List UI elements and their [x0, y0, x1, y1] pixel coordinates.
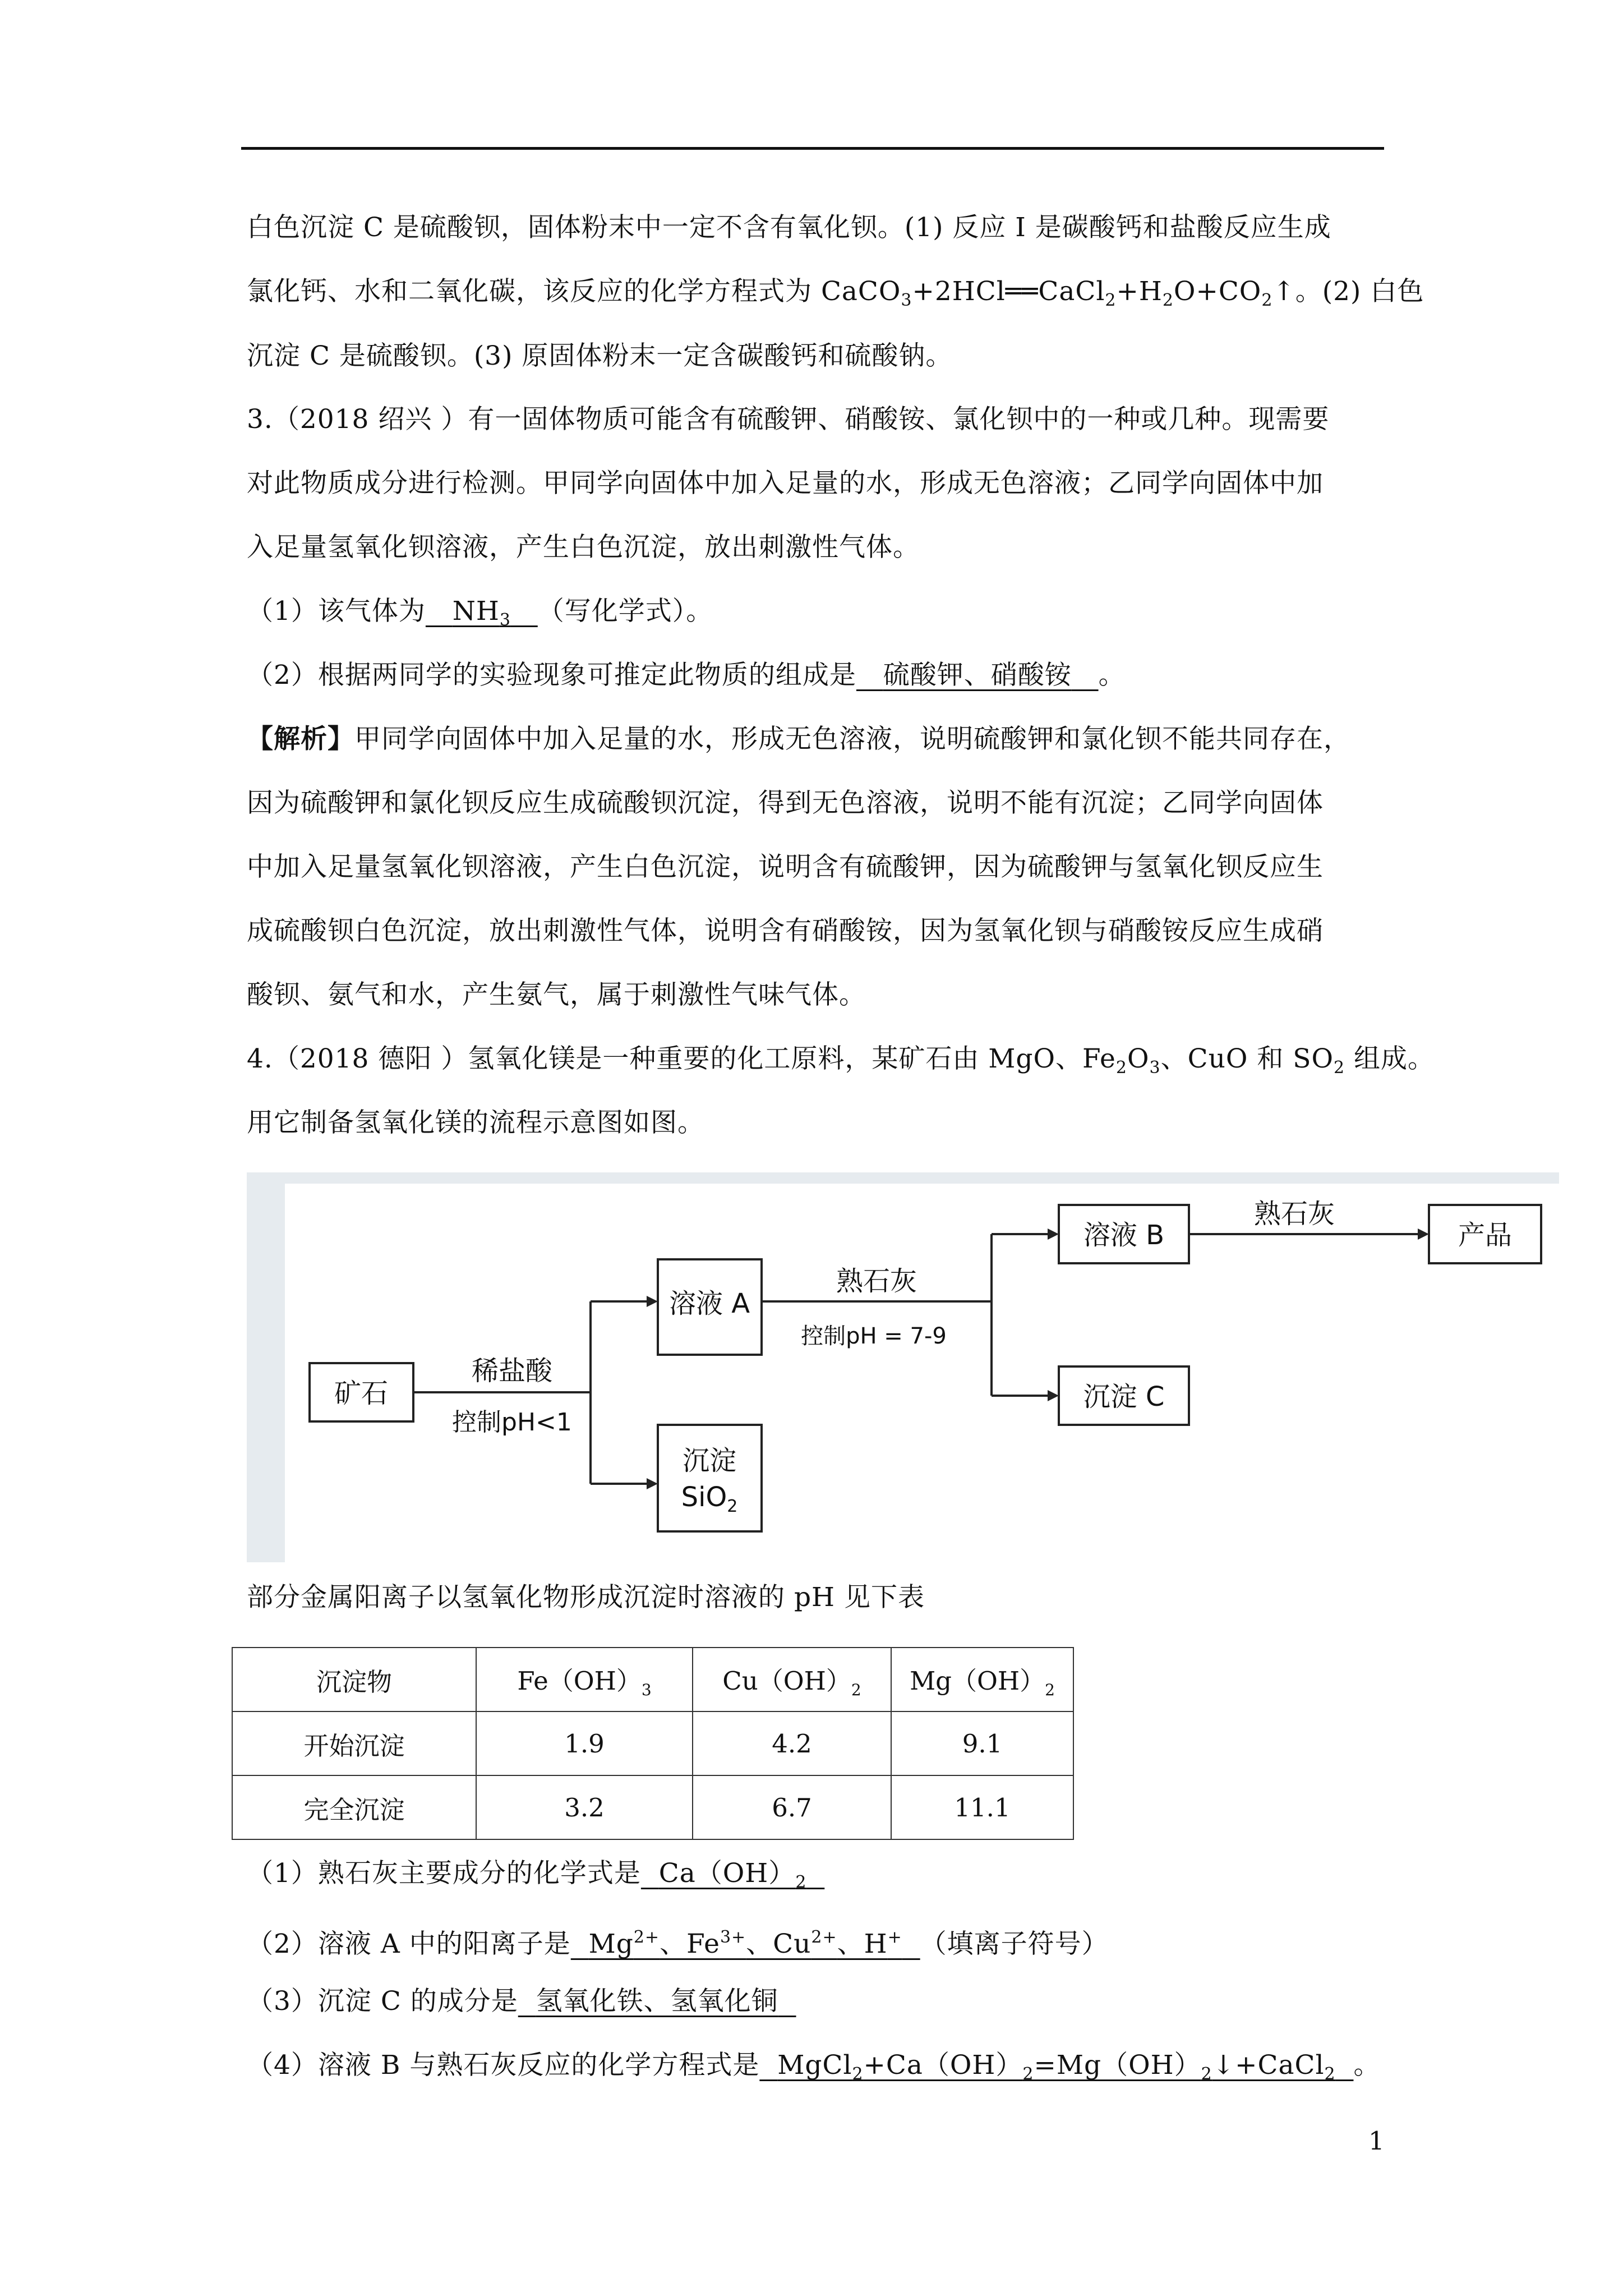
q3-analysis-line-1: 【解析】甲同学向固体中加入足量的水，形成无色溶液，说明硫酸钾和氯化钡不能共同存在，: [247, 724, 1350, 754]
q4-answer-3: 氢氧化铁、氢氧化铜: [536, 1986, 778, 2017]
table-cell: 3.2: [476, 1775, 693, 1839]
prev-answer-line-2: 氯化钙、水和二氧化碳，该反应的化学方程式为 $CaCO_3+2HCl══CaCl_2+H_2O+CO_2↑$。(2) 白色: [247, 276, 1424, 310]
table-header-cell: 沉淀物: [232, 1648, 476, 1711]
arrow-to-precipitate-c: [1048, 1390, 1059, 1401]
q3-analysis-line-2: 因为硫酸钾和氯化钡反应生成硫酸钡沉淀，得到无色溶液，说明不能有沉淀；乙同学向固体: [247, 788, 1324, 818]
page-number: 1: [1368, 2126, 1385, 2156]
prev-answer-line-3: 沉淀 C 是硫酸钡。(3) 原固体粉末一定含碳酸钙和硫酸钠。: [247, 341, 953, 371]
slaked-lime-label-1: 熟石灰: [836, 1266, 917, 1297]
q4-sub-question-3: （3）沉淀 C 的成分是 氢氧化铁、氢氧化铜: [247, 1985, 796, 2018]
arrow-to-product: [1418, 1228, 1429, 1240]
table-cell: 1.9: [476, 1711, 693, 1775]
flowchart: [285, 1184, 1559, 1562]
q3-sub-question-1: （1）该气体为 $NH_3$ （写化学式）。: [247, 596, 713, 630]
q3-answer-2: 硫酸钾、硝酸铵: [883, 660, 1072, 691]
q4-answer-4: $MgCl_2+Ca(OH)_2=Mg(OH)_2↓+CaCl_2$: [777, 2050, 1336, 2084]
ph-lt-1-label: 控制pH<1: [452, 1408, 572, 1437]
table-caption: 部分金属阳离子以氢氧化物形成沉淀时溶液的 pH 见下表: [247, 1582, 925, 1613]
table-cell: 9.1: [891, 1711, 1073, 1775]
table-header-row: [232, 1648, 1073, 1711]
q3-analysis-line-5: 酸钡、氨气和水，产生氨气，属于刺激性气味气体。: [247, 979, 866, 1010]
prev-answer-line-1: 白色沉淀 C 是硫酸钡，固体粉末中一定不含有氧化钡。(1) 反应 I 是碳酸钙和盐酸反应生成: [247, 212, 1331, 243]
table-cell: 6.7: [693, 1775, 891, 1839]
precipitate-c-label: 沉淀 C: [1083, 1381, 1165, 1412]
arrow-to-solution-a: [647, 1296, 658, 1307]
arrow-to-sio2: [647, 1478, 658, 1489]
table-cell: 11.1: [891, 1775, 1073, 1839]
q4-sub-question-1: （1）熟石灰主要成分的化学式是 $Ca(OH)_2$: [247, 1857, 824, 1899]
q4-stem-line-2: 用它制备氢氧化镁的流程示意图如图。: [247, 1107, 704, 1138]
arrow-to-solution-b: [1048, 1228, 1059, 1240]
table-cell: 开始沉淀: [232, 1711, 476, 1775]
q4-stem-line-1: 4.（2018 德阳 ）氢氧化镁是一种重要的化工原料，某矿石由 MgO、$Fe_2O_3$、CuO 和 $SO_2$ 组成。: [247, 1043, 1435, 1078]
solution-a-label: 溶液 A: [668, 1288, 750, 1319]
precipitate-sio2-box: [658, 1425, 762, 1531]
table-cell: 4.2: [693, 1711, 891, 1775]
table-header-cell: $Mg(OH)_2$: [891, 1648, 1073, 1711]
q4-sub-question-4: （4）溶液 B 与熟石灰反应的化学方程式是 $MgCl_2+Ca(OH)_2=Mg(OH)_2↓+CaCl_2$ 。: [247, 2050, 1381, 2084]
q4-sub-question-2: （2）溶液 A 中的阳离子是 $Mg^{2+}$、$Fe^{3+}$、$Cu^{2+}$、H+ （填离子符号）: [247, 1927, 1109, 1959]
ore-label: 矿石: [334, 1378, 389, 1409]
ph-7-9-label: 控制pH = 7-9: [801, 1323, 947, 1349]
slaked-lime-label-2: 熟石灰: [1253, 1198, 1335, 1230]
q3-stem-line-3: 入足量氢氧化钡溶液，产生白色沉淀，放出刺激性气体。: [247, 532, 920, 563]
table-row: [232, 1775, 1073, 1839]
q3-stem-line-1: 3.（2018 绍兴 ）有一固体物质可能含有硫酸钾、硝酸铵、氯化钡中的一种或几种。现需要: [247, 404, 1330, 435]
product-label: 产品: [1458, 1220, 1513, 1251]
table-header-cell: $Fe(OH)_3$: [476, 1648, 693, 1711]
dilute-hcl-label: 稀盐酸: [471, 1355, 553, 1387]
q3-sub-question-2: （2）根据两同学的实验现象可推定此物质的组成是 硫酸钾、硝酸铵 。: [247, 660, 1126, 691]
header-rule: [241, 147, 1384, 150]
ph-table: [232, 1647, 1074, 1840]
sio2-label-2: SiO$_2$: [681, 1481, 738, 1516]
table-header-cell: $Cu(OH)_2$: [693, 1648, 891, 1711]
solution-b-label: 溶液 B: [1083, 1220, 1165, 1251]
q3-analysis-line-3: 中加入足量氢氧化钡溶液，产生白色沉淀，说明含有硫酸钾，因为硫酸钾与氢氧化钡反应生: [247, 852, 1324, 882]
q4-answer-1: $Ca(OH)_2$: [658, 1858, 807, 1892]
table-row: [232, 1711, 1073, 1775]
q3-answer-1: $NH_3$: [452, 596, 511, 630]
q3-stem-line-2: 对此物质成分进行检测。甲同学向固体中加入足量的水，形成无色溶液；乙同学向固体中加: [247, 468, 1324, 499]
sio2-label-1: 沉淀: [682, 1445, 737, 1476]
table-cell: 完全沉淀: [232, 1775, 476, 1839]
q4-answer-2: $Mg^{2+}$、$Fe^{3+}$、$Cu^{2+}$、H+: [588, 1927, 902, 1959]
q3-analysis-line-4: 成硫酸钡白色沉淀，放出刺激性气体，说明含有硝酸铵，因为氢氧化钡与硝酸铵反应生成硝: [247, 915, 1324, 946]
